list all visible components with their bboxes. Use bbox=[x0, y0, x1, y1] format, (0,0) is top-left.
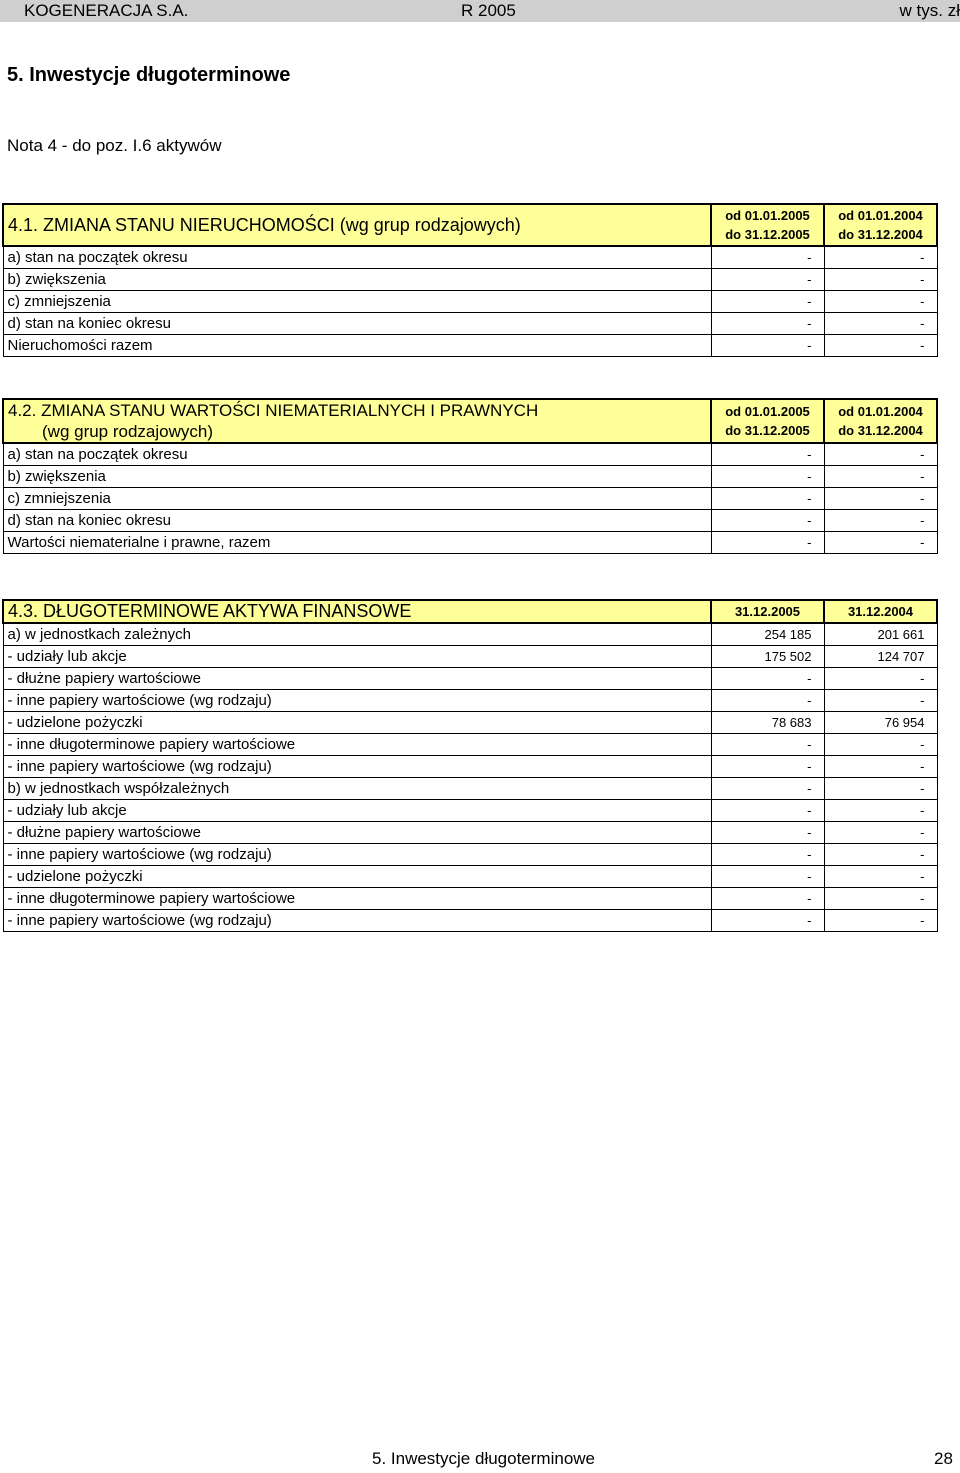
page-header bbox=[0, 0, 960, 22]
table-financial-assets bbox=[2, 599, 938, 932]
section-title: 4.1. ZMIANA STANU NIERUCHOMOŚCI (wg grup rodzajowych) bbox=[3, 204, 711, 246]
row-label: - inne papiery wartościowe (wg rodzaju) bbox=[3, 756, 711, 778]
row-label: d) stan na koniec okresu bbox=[3, 313, 711, 335]
table-row bbox=[3, 466, 937, 488]
row-value-previous: - bbox=[824, 443, 937, 466]
row-label: c) zmniejszenia bbox=[3, 488, 711, 510]
period-header-2004: od 01.01.2004 do 31.12.2004 bbox=[824, 399, 937, 443]
table-row bbox=[3, 866, 937, 888]
row-label: - inne papiery wartościowe (wg rodzaju) bbox=[3, 690, 711, 712]
row-value-current: - bbox=[711, 466, 824, 488]
row-label: - inne długoterminowe papiery wartościowe bbox=[3, 734, 711, 756]
row-value-current: - bbox=[711, 291, 824, 313]
row-label: - dłużne papiery wartościowe bbox=[3, 668, 711, 690]
row-label: - inne papiery wartościowe (wg rodzaju) bbox=[3, 844, 711, 866]
table-row bbox=[3, 313, 937, 335]
row-value-previous: - bbox=[824, 291, 937, 313]
row-value-previous: 201 661 bbox=[824, 623, 937, 646]
table-row bbox=[3, 690, 937, 712]
row-value-current: - bbox=[711, 532, 824, 554]
row-value-current: - bbox=[711, 910, 824, 932]
page-number: 28 bbox=[934, 1449, 953, 1468]
row-value-current: - bbox=[711, 335, 824, 357]
row-value-current: - bbox=[711, 488, 824, 510]
company-name: KOGENERACJA S.A. bbox=[24, 1, 189, 20]
table-row bbox=[3, 510, 937, 532]
row-value-current: - bbox=[711, 246, 824, 269]
table-row bbox=[3, 910, 937, 932]
table-row bbox=[3, 269, 937, 291]
table-row bbox=[3, 646, 937, 668]
row-label: d) stan na koniec okresu bbox=[3, 510, 711, 532]
row-label: - udziały lub akcje bbox=[3, 646, 711, 668]
table-intangibles bbox=[2, 398, 938, 554]
row-value-current: - bbox=[711, 844, 824, 866]
table-row bbox=[3, 488, 937, 510]
row-label: b) zwiększenia bbox=[3, 269, 711, 291]
row-value-previous: 124 707 bbox=[824, 646, 937, 668]
row-value-current: - bbox=[711, 888, 824, 910]
period-header-2005: od 01.01.2005 do 31.12.2005 bbox=[711, 399, 824, 443]
table-row bbox=[3, 443, 937, 466]
row-value-previous: 76 954 bbox=[824, 712, 937, 734]
row-value-previous: - bbox=[824, 488, 937, 510]
row-value-current: 254 185 bbox=[711, 623, 824, 646]
row-label: - udzielone pożyczki bbox=[3, 712, 711, 734]
table-row bbox=[3, 734, 937, 756]
table-row bbox=[3, 712, 937, 734]
table-row bbox=[3, 844, 937, 866]
row-label: a) stan na początek okresu bbox=[3, 246, 711, 269]
row-value-previous: - bbox=[824, 910, 937, 932]
row-label: - dłużne papiery wartościowe bbox=[3, 822, 711, 844]
row-value-previous: - bbox=[824, 888, 937, 910]
row-label: c) zmniejszenia bbox=[3, 291, 711, 313]
row-value-current: - bbox=[711, 313, 824, 335]
row-value-previous: - bbox=[824, 800, 937, 822]
row-value-previous: - bbox=[824, 778, 937, 800]
row-value-previous: - bbox=[824, 866, 937, 888]
row-value-current: - bbox=[711, 690, 824, 712]
table-row bbox=[3, 246, 937, 269]
row-value-current: - bbox=[711, 866, 824, 888]
table-row bbox=[3, 668, 937, 690]
row-label: - inne długoterminowe papiery wartościowe bbox=[3, 888, 711, 910]
row-value-previous: - bbox=[824, 668, 937, 690]
row-value-previous: - bbox=[824, 269, 937, 291]
table-row bbox=[3, 756, 937, 778]
row-value-current: - bbox=[711, 756, 824, 778]
row-value-previous: - bbox=[824, 822, 937, 844]
row-label: b) w jednostkach współzależnych bbox=[3, 778, 711, 800]
row-value-previous: - bbox=[824, 532, 937, 554]
row-value-current: - bbox=[711, 443, 824, 466]
section-title: 4.2. ZMIANA STANU WARTOŚCI NIEMATERIALNYCH I PRAWNYCH (wg grup rodzajowych) bbox=[3, 399, 711, 443]
table-row bbox=[3, 291, 937, 313]
table-header bbox=[3, 399, 937, 443]
table-row bbox=[3, 822, 937, 844]
row-label: - udzielone pożyczki bbox=[3, 866, 711, 888]
note-subtitle: Nota 4 - do poz. I.6 aktywów bbox=[7, 136, 222, 155]
table-row bbox=[3, 888, 937, 910]
table-row bbox=[3, 335, 937, 357]
row-value-previous: - bbox=[824, 466, 937, 488]
period-header-2004: od 01.01.2004 do 31.12.2004 bbox=[824, 204, 937, 246]
row-value-current: 175 502 bbox=[711, 646, 824, 668]
unit-label: w tys. zł bbox=[899, 1, 960, 20]
table-row bbox=[3, 778, 937, 800]
row-label: b) zwiększenia bbox=[3, 466, 711, 488]
footer-section: 5. Inwestycje długoterminowe bbox=[372, 1449, 596, 1468]
date-header-2005: 31.12.2005 bbox=[711, 600, 824, 623]
row-value-current: - bbox=[711, 822, 824, 844]
row-value-previous: - bbox=[824, 690, 937, 712]
row-value-current: - bbox=[711, 778, 824, 800]
row-value-current: - bbox=[711, 510, 824, 532]
row-value-previous: - bbox=[824, 734, 937, 756]
row-value-previous: - bbox=[824, 756, 937, 778]
row-value-previous: - bbox=[824, 246, 937, 269]
page-title: 5. Inwestycje długoterminowe bbox=[7, 64, 291, 86]
row-label: - udziały lub akcje bbox=[3, 800, 711, 822]
date-header-2004: 31.12.2004 bbox=[824, 600, 937, 623]
row-label: Wartości niematerialne i prawne, razem bbox=[3, 532, 711, 554]
row-label: a) w jednostkach zależnych bbox=[3, 623, 711, 646]
period-header-2005: od 01.01.2005 do 31.12.2005 bbox=[711, 204, 824, 246]
table-row bbox=[3, 532, 937, 554]
table-header bbox=[3, 600, 937, 623]
row-value-current: - bbox=[711, 800, 824, 822]
table-row bbox=[3, 623, 937, 646]
section-title: 4.3. DŁUGOTERMINOWE AKTYWA FINANSOWE bbox=[3, 600, 711, 623]
row-value-current: - bbox=[711, 269, 824, 291]
table-header bbox=[3, 204, 937, 246]
report-name: R 2005 bbox=[461, 1, 516, 20]
row-value-previous: - bbox=[824, 844, 937, 866]
row-value-previous: - bbox=[824, 510, 937, 532]
row-value-current: - bbox=[711, 734, 824, 756]
row-label: Nieruchomości razem bbox=[3, 335, 711, 357]
table-real-estate bbox=[2, 203, 938, 357]
row-label: a) stan na początek okresu bbox=[3, 443, 711, 466]
row-value-current: 78 683 bbox=[711, 712, 824, 734]
row-value-previous: - bbox=[824, 335, 937, 357]
row-value-current: - bbox=[711, 668, 824, 690]
table-row bbox=[3, 800, 937, 822]
row-value-previous: - bbox=[824, 313, 937, 335]
row-label: - inne papiery wartościowe (wg rodzaju) bbox=[3, 910, 711, 932]
